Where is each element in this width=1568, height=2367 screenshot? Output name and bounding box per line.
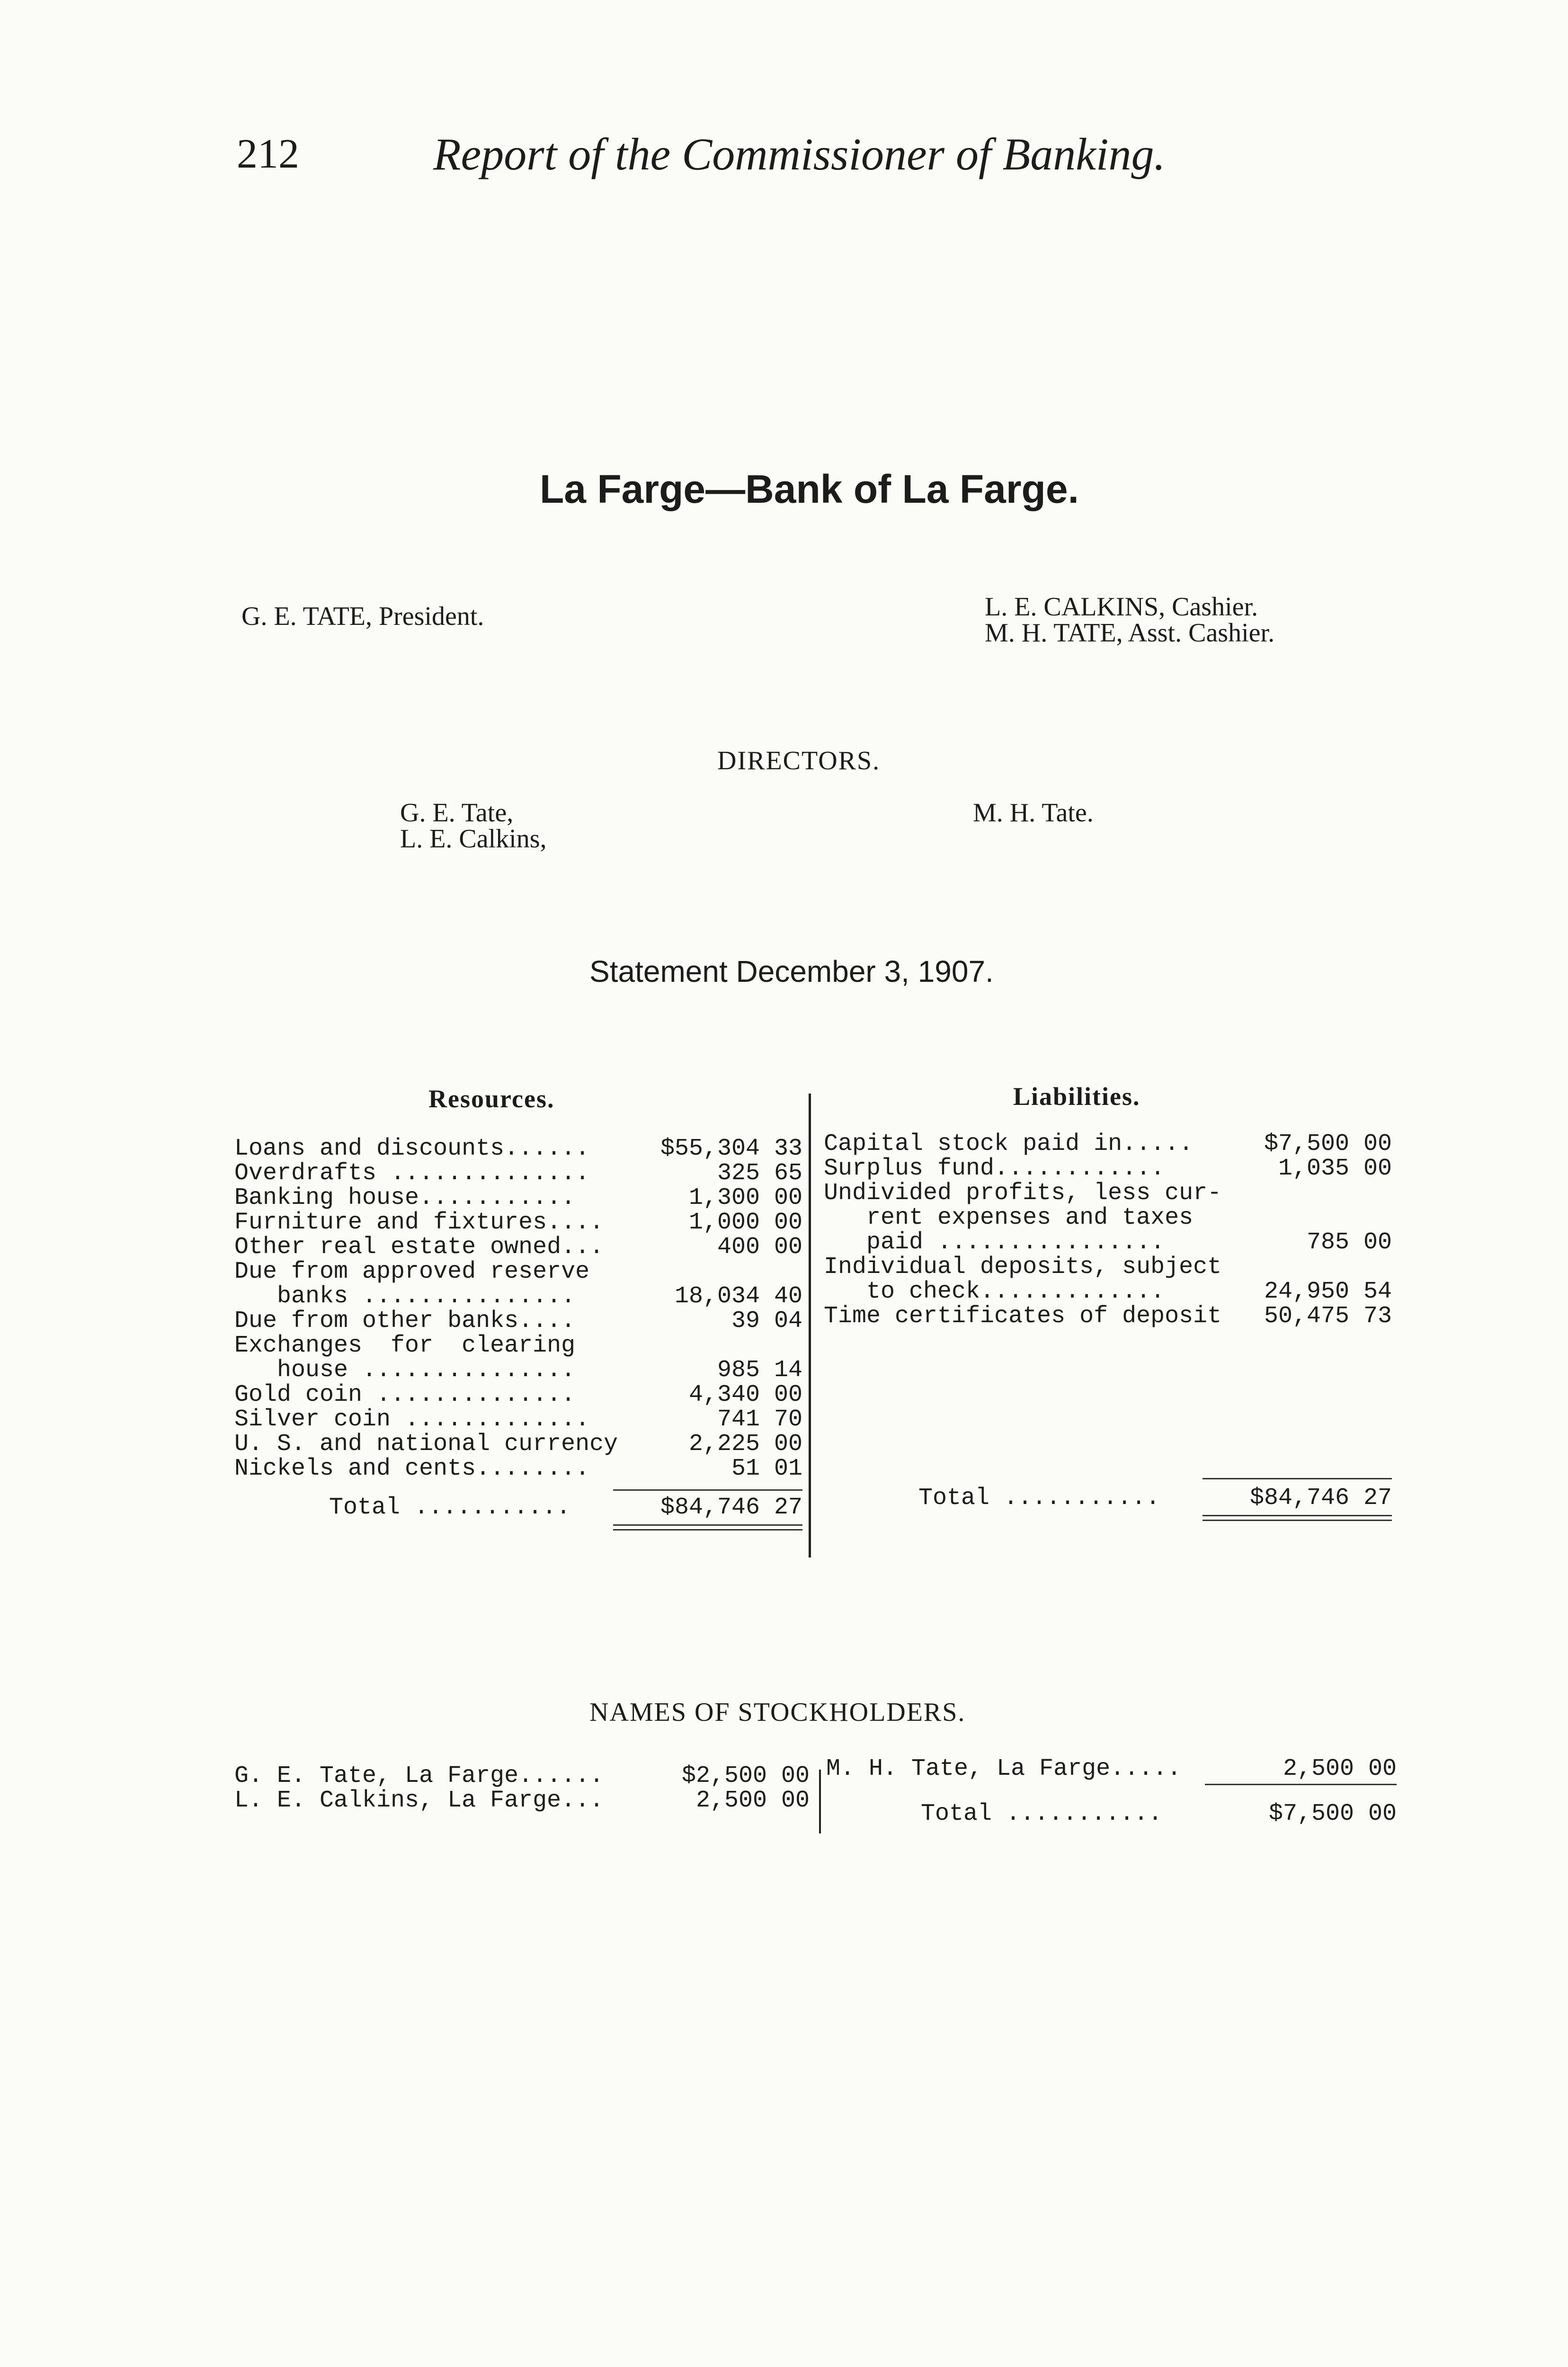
ledger-amount: 1,300 00 <box>688 1184 802 1211</box>
stockholders-divider <box>819 1770 821 1833</box>
ledger-amount: 741 70 <box>717 1406 802 1433</box>
ledger-amount: 400 00 <box>717 1234 802 1261</box>
ledger-label: M. H. Tate, La Farge..... <box>826 1755 1182 1782</box>
ledger-amount: $2,500 00 <box>681 1762 810 1789</box>
liability-row <box>824 1205 1392 1231</box>
ledger-amount: 4,340 00 <box>688 1381 802 1408</box>
page-number: 212 <box>237 131 299 177</box>
resource-row <box>234 1259 802 1285</box>
total-double-rule <box>1203 1520 1392 1521</box>
ledger-amount: 2,225 00 <box>688 1431 802 1458</box>
resource-row <box>234 1210 802 1236</box>
running-title: Report of the Commissioner of Banking. <box>433 129 1166 179</box>
directors-heading: DIRECTORS. <box>717 746 881 775</box>
ledger-label: U. S. and national currency <box>234 1431 618 1458</box>
ledger-label: to check............. <box>824 1278 1165 1305</box>
ledger-label: Overdrafts .............. <box>234 1160 590 1187</box>
ledger-label: rent expenses and taxes <box>824 1204 1194 1231</box>
ledger-amount: $55,304 33 <box>660 1135 802 1162</box>
ledger-label: Total ........... <box>329 1494 571 1521</box>
resource-row <box>234 1358 802 1383</box>
liability-row <box>824 1279 1392 1305</box>
ledger-label: Exchanges for clearing <box>234 1332 576 1359</box>
resource-row <box>234 1136 802 1162</box>
ledger-amount: 325 65 <box>717 1160 802 1187</box>
officer-asst-cashier: M. H. TATE, Asst. Cashier. <box>985 618 1275 648</box>
ledger-amount: 1,035 00 <box>1278 1155 1392 1182</box>
resource-row <box>234 1284 802 1309</box>
resource-row <box>234 1333 802 1359</box>
ledger-label: house ............... <box>234 1357 576 1384</box>
ledger-amount: $7,500 00 <box>1264 1130 1392 1157</box>
bank-title: La Farge—Bank of La Farge. <box>540 467 1079 511</box>
liabilities-table <box>824 1131 1392 1557</box>
liabilities-heading: Liabilities. <box>1013 1082 1140 1111</box>
total-rule <box>1203 1478 1392 1479</box>
resource-row <box>234 1161 802 1186</box>
ledger-label: L. E. Calkins, La Farge... <box>234 1787 604 1814</box>
resource-row <box>234 1308 802 1334</box>
liability-row <box>824 1181 1392 1206</box>
ledger-label: Surplus fund............ <box>824 1155 1165 1182</box>
director-name: L. E. Calkins, <box>400 824 547 854</box>
ledger-amount: $84,746 27 <box>1249 1485 1392 1512</box>
ledger-label: Banking house........... <box>234 1184 576 1211</box>
ledger-label: Gold coin .............. <box>234 1381 576 1408</box>
liability-row <box>824 1255 1392 1280</box>
liability-row <box>824 1304 1392 1329</box>
statement-title: Statement December 3, 1907. <box>589 954 994 988</box>
liability-row <box>824 1230 1392 1255</box>
ledger-label: Undivided profits, less cur- <box>824 1180 1222 1207</box>
column-divider <box>809 1094 811 1557</box>
total-double-rule <box>1203 1515 1392 1516</box>
liabilities-total-row <box>824 1486 1392 1511</box>
stockholders-left <box>234 1763 810 1820</box>
ledger-label: Due from other banks.... <box>234 1308 576 1335</box>
ledger-label: Nickels and cents........ <box>234 1455 590 1482</box>
officer-cashier: L. E. CALKINS, Cashier. <box>985 592 1258 622</box>
stockholder-row <box>826 1756 1397 1782</box>
ledger-amount: 24,950 54 <box>1264 1278 1392 1305</box>
ledger-label: banks ............... <box>234 1283 576 1310</box>
resources-total-row <box>234 1495 802 1521</box>
liability-row <box>824 1156 1392 1182</box>
ledger-amount: 985 14 <box>717 1357 802 1384</box>
ledger-amount: 785 00 <box>1306 1229 1392 1256</box>
resource-row <box>234 1456 802 1482</box>
stockholders-total-row <box>826 1801 1397 1827</box>
liability-row <box>824 1131 1392 1157</box>
resource-row <box>234 1382 802 1408</box>
officer-president: G. E. TATE, President. <box>241 602 484 631</box>
resources-table <box>234 1136 802 1562</box>
ledger-label: Total ........... <box>918 1485 1160 1512</box>
ledger-label: Due from approved reserve <box>234 1258 590 1285</box>
resource-row <box>234 1235 802 1260</box>
stockholder-row <box>234 1788 810 1814</box>
resource-row <box>234 1407 802 1433</box>
total-double-rule <box>613 1524 802 1526</box>
ledger-label: G. E. Tate, La Farge...... <box>234 1762 604 1789</box>
ledger-label: Total ........... <box>921 1800 1163 1827</box>
ledger-label: Other real estate owned... <box>234 1234 604 1261</box>
ledger-amount: 18,034 40 <box>674 1283 802 1310</box>
ledger-label: Furniture and fixtures.... <box>234 1209 604 1236</box>
ledger-amount: $7,500 00 <box>1268 1800 1397 1827</box>
ledger-label: Time certificates of deposit <box>824 1303 1222 1330</box>
ledger-amount: 1,000 00 <box>688 1209 802 1236</box>
stockholders-right <box>826 1756 1397 1832</box>
ledger-amount: 51 01 <box>731 1455 802 1482</box>
ledger-label: paid ................ <box>824 1229 1165 1256</box>
resources-heading: Resources. <box>428 1085 555 1113</box>
ledger-label: Capital stock paid in..... <box>824 1130 1194 1157</box>
ledger-label: Individual deposits, subject <box>824 1254 1222 1281</box>
total-rule <box>613 1489 802 1491</box>
ledger-label: Loans and discounts...... <box>234 1135 590 1162</box>
director-name: M. H. Tate. <box>973 798 1094 828</box>
ledger-amount: 2,500 00 <box>695 1787 810 1814</box>
ledger-label: Silver coin ............. <box>234 1406 590 1433</box>
stockholder-row <box>234 1763 810 1789</box>
ledger-amount: 50,475 73 <box>1264 1303 1392 1330</box>
resource-row <box>234 1185 802 1211</box>
director-name: G. E. Tate, <box>400 798 514 828</box>
total-double-rule <box>613 1529 802 1531</box>
ledger-amount: 39 04 <box>731 1308 802 1335</box>
ledger-amount: $84,746 27 <box>660 1494 802 1521</box>
ledger-amount: 2,500 00 <box>1283 1755 1397 1782</box>
total-rule <box>1205 1784 1397 1785</box>
stockholders-heading: NAMES OF STOCKHOLDERS. <box>589 1698 966 1727</box>
resource-row <box>234 1432 802 1457</box>
